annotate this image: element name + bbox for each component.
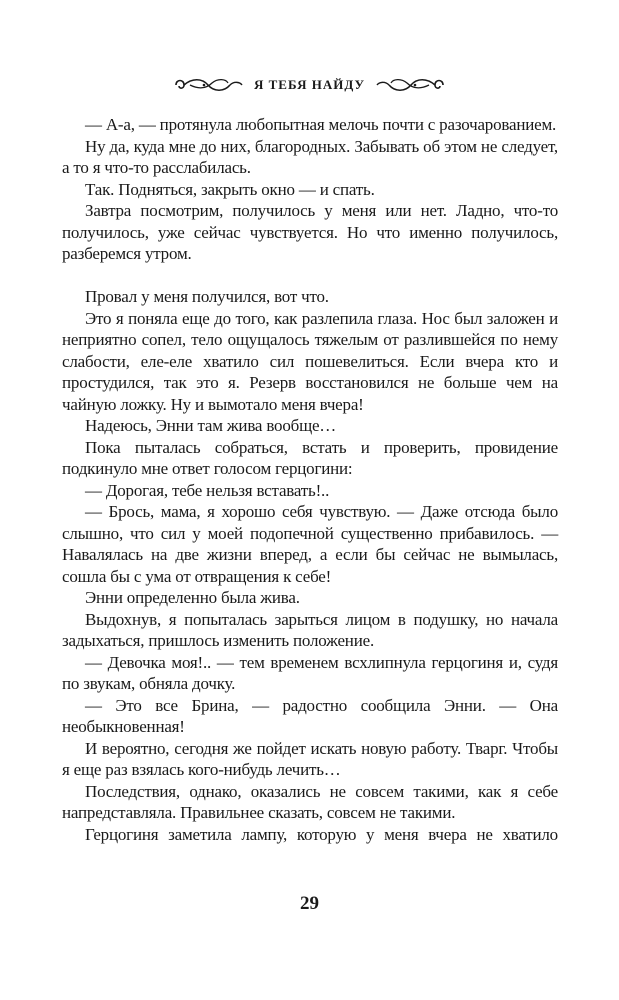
running-header	[0, 70, 619, 100]
body-text	[62, 114, 558, 845]
paragraph: Это я поняла еще до того, как разлепила глаза. Нос был заложен и неприятно сопел, тело ощущалось тяжелым от разлившейся по нему слабости, еле-еле хватило сил пошевелиться. Если вчера кто и простудился, так это я. Резерв восстановился не больше чем на чайную ложку. Ну и вымотало меня вчера!	[62, 308, 558, 414]
paragraph: Ну да, куда мне до них, благородных. Забывать об этом не следует, а то я что-то расслабилась.	[62, 136, 558, 177]
paragraph: — А-а, — протянула любопытная мелочь почти с разочарованием.	[85, 115, 557, 134]
right-flourish-icon	[373, 74, 451, 96]
paragraph: Выдохнув, я попыталась зарыться лицом в подушку, но начала задыхаться, пришлось изменить положение.	[62, 609, 558, 650]
page-number: 29	[300, 893, 319, 914]
paragraph: — Это все Брина, — радостно сообщила Энни. — Она необыкновенная!	[62, 695, 558, 736]
paragraph: Так. Подняться, закрыть окно — и спать.	[85, 179, 375, 199]
paragraph: Энни определенно была жива.	[85, 588, 300, 607]
paragraph: Надеюсь, Энни там жива вообще…	[85, 416, 337, 435]
paragraph: Завтра посмотрим, получилось у меня или нет. Ладно, что-то получилось, уже сейчас чувствуется. Но что именно получилось, разберемся утром.	[62, 201, 558, 263]
paragraph: — Девочка моя!.. — тем временем всхлипнула герцогиня и, судя по звукам, обняла дочку.	[62, 652, 558, 693]
left-flourish-icon	[168, 74, 246, 96]
paragraph: Пока пыталась собраться, встать и проверить, провидение подкинуло мне ответ голосом герцогини:	[62, 437, 558, 478]
paragraph: Последствия, однако, оказались не совсем такими, как я себе напредставляла. Правильнее сказать, совсем не такими.	[62, 781, 558, 822]
paragraph: Герцогиня заметила лампу, которую у меня вчера не хватило	[85, 824, 558, 844]
paragraph: И вероятно, сегодня же пойдет искать новую работу. Тварг. Чтобы я еще раз взялась кого-нибудь лечить…	[62, 738, 558, 779]
paragraph: — Брось, мама, я хорошо себя чувствую. — Даже отсюда было слышно, что сил у моей подопечной существенно прибавилось. — Навалялась на две жизни вперед, а если бы сейчас не вымылась, сошла бы с ума от отвращения к себе!	[62, 502, 558, 586]
paragraph: — Дорогая, тебе нельзя вставать!..	[85, 480, 330, 500]
paragraph: Провал у меня получился, вот что.	[85, 287, 329, 306]
running-title: Я ТЕБЯ НАЙДУ	[253, 77, 366, 92]
